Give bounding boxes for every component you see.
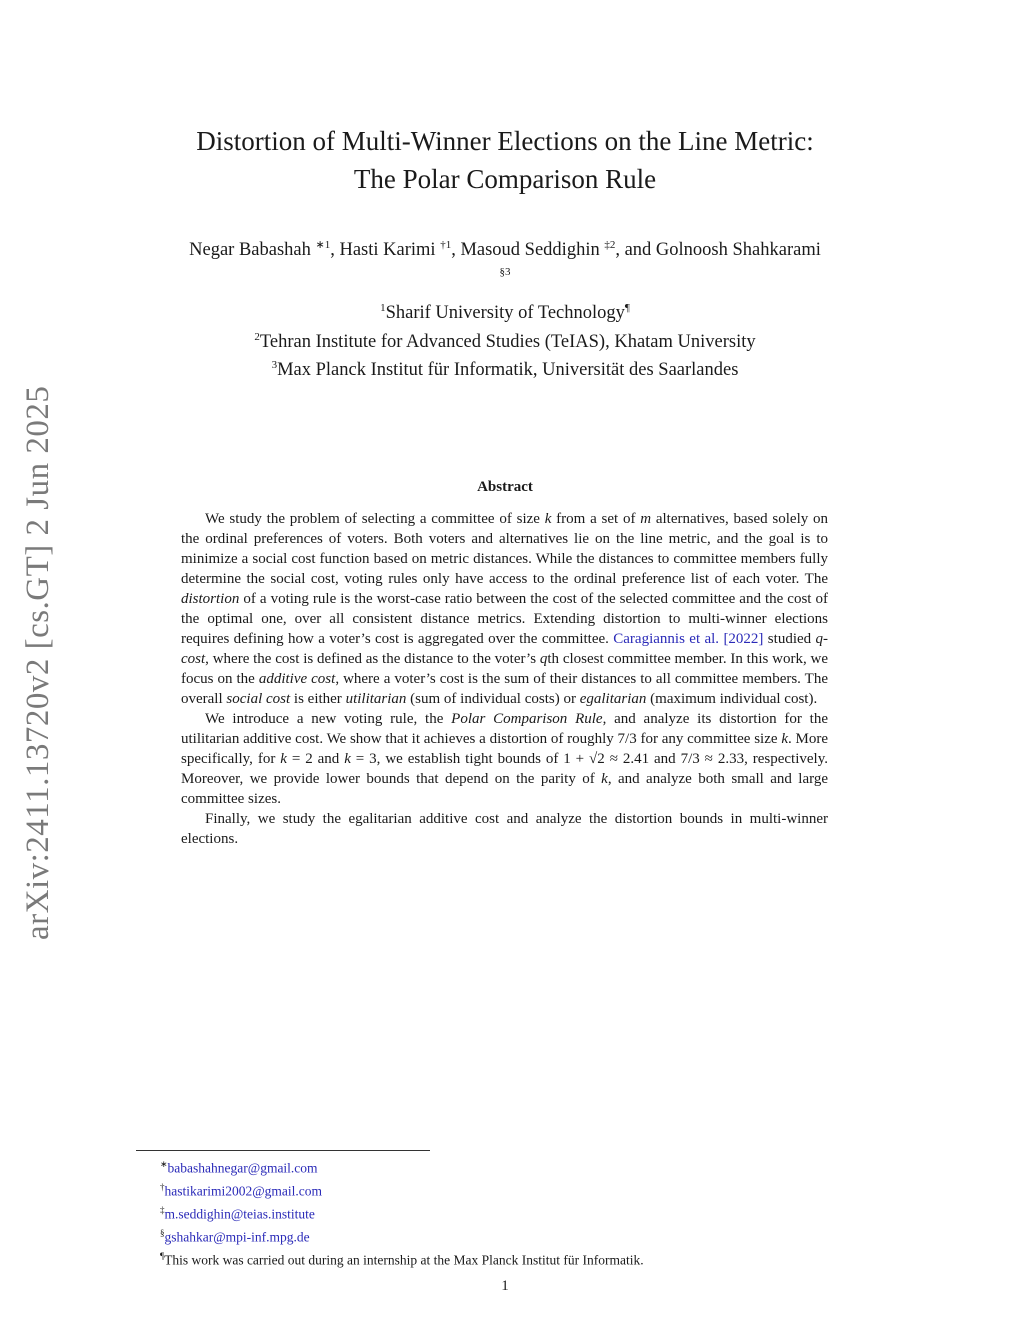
- page-number: 1: [501, 1278, 509, 1294]
- affiliation-mark: 2: [254, 330, 260, 343]
- author-mark: †1: [440, 239, 452, 251]
- abstract-paragraph: We introduce a new voting rule, the Polar Comparison Rule, and analyze its distortion for the utilitarian additive cost. We show that it achieves a distortion of roughly 7/3 for any committee size k. More specifically, for k = 2 and k = 3, we establish tight bounds of 1 + √2 ≈ 2.41 and 7/3 ≈ 2.33, respectively. Moreover, we provide lower bounds that depend on the parity of k, and analyze both small and large committee sizes.: [181, 711, 828, 807]
- footnote-mark: †: [160, 1182, 165, 1192]
- affiliation-footnote-mark: ¶: [624, 302, 630, 314]
- author-name: Masoud Seddighin: [460, 240, 600, 261]
- footnote: [160, 1155, 860, 1178]
- email-link[interactable]: m.seddighin@teias.institute: [164, 1206, 315, 1222]
- author-name: and Golnoosh Shahkarami: [624, 240, 821, 261]
- author-name: Negar Babashah: [189, 240, 311, 261]
- abstract-body: [181, 509, 828, 849]
- footnote-mark: ¶: [160, 1251, 165, 1261]
- footnote-mark: ‡: [160, 1205, 165, 1215]
- affiliation-text: Max Planck Institut für Informatik, Universität des Saarlandes: [277, 360, 739, 381]
- citation-link[interactable]: Caragiannis et al.: [613, 631, 720, 647]
- affiliation-mark: 1: [380, 302, 386, 314]
- footnote: [160, 1224, 860, 1247]
- footnote-text: This work was carried out during an internship at the Max Planck Institut für Informatik.: [164, 1252, 644, 1268]
- email-link[interactable]: hastikarimi2002@gmail.com: [164, 1183, 323, 1199]
- footnote-mark: §: [160, 1228, 165, 1238]
- title-line-1: Distortion of Multi-Winner Elections on the Line Metric:: [196, 126, 814, 156]
- title-line-2: The Polar Comparison Rule: [353, 164, 657, 194]
- author-name: Hasti Karimi: [339, 240, 436, 261]
- affiliation-text: Sharif University of Technology: [385, 303, 625, 324]
- footnote-mark: ∗: [160, 1159, 168, 1169]
- abstract-heading: Abstract: [477, 479, 533, 495]
- arxiv-stamp: arXiv:2411.13720v2 [cs.GT] 2 Jun 2025: [20, 385, 56, 940]
- affiliations: [100, 297, 910, 383]
- author-mark: §3: [499, 266, 511, 279]
- affiliation-line: [100, 354, 910, 383]
- footnote: [160, 1201, 860, 1224]
- citation-year-link[interactable]: [2022]: [723, 631, 764, 647]
- affiliation-text: Tehran Institute for Advanced Studies (TeIAS), Khatam University: [259, 331, 756, 352]
- author-mark: ‡2: [604, 239, 616, 251]
- email-link[interactable]: gshahkar@mpi-inf.mpg.de: [164, 1229, 310, 1245]
- affiliation-mark: 3: [271, 359, 278, 372]
- paper-title: [100, 122, 910, 198]
- footnote: [160, 1247, 860, 1270]
- author-mark: ∗1: [315, 239, 331, 251]
- author-list: Negar Babashah $^{∗1}$, Hasti Karimi $^{\dagger 1}$, Masoud Seddighin $^{\ddagger 2}$, and Golnoosh Shahkarami $^{\S 3}$: [189, 239, 821, 279]
- abstract-paragraph: Finally, we study the egalitarian additive cost and analyze the distortion bounds in multi-winner elections.: [181, 811, 828, 847]
- footnote-rule: [136, 1150, 430, 1151]
- footnote: [160, 1178, 860, 1201]
- abstract-paragraph: We study the problem of selecting a committee of size k from a set of m alternatives, based solely on the ordinal preferences of voters. Both voters and alternatives lie on the line metric, and the goal is to minimize a social cost function based on metric distances. While the distances to committee members fully determine the social cost, voting rules only have access to the ordinal preference list of each voter. The distortion of a voting rule is the worst-case ratio between the cost of the selected committee and the cost of the optimal one, over all consistent distance metrics. Extending distortion to multi-winner elections requires defining how a voter’s cost is aggregated over the committee. Caragiannis et al. [2022] studied q-cost, where the cost is defined as the distance to the voter’s qth closest committee member. In this work, we focus on the additive cost, where a voter’s cost is the sum of their distances to all committee members. The overall social cost is either utilitarian (sum of individual costs) or egalitarian (maximum individual cost).: [181, 511, 829, 707]
- footnotes: [160, 1155, 860, 1270]
- email-link[interactable]: babashahnegar@gmail.com: [167, 1160, 318, 1176]
- affiliation-line: [100, 326, 910, 355]
- affiliation-line: [100, 297, 910, 326]
